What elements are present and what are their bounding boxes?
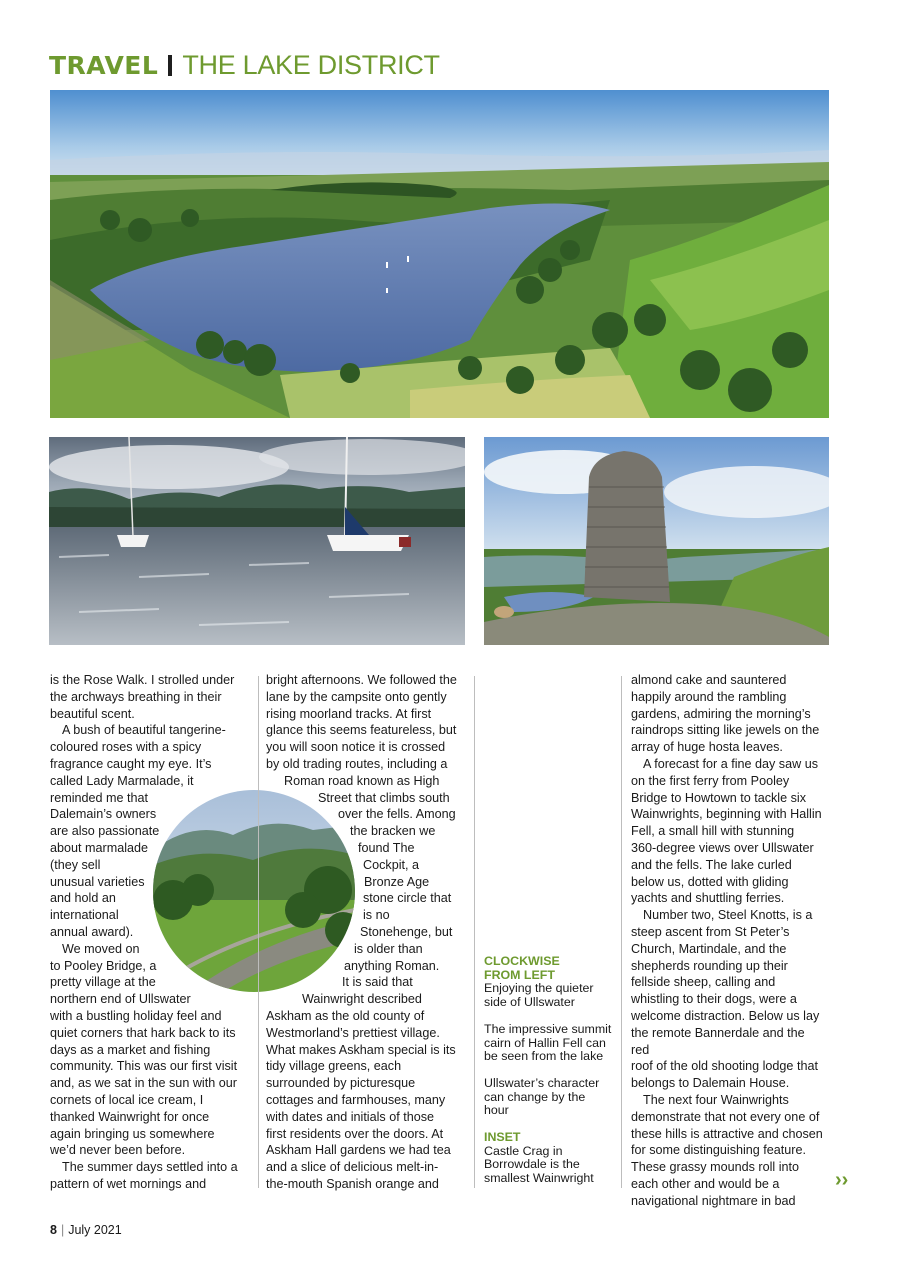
text-line: anything Roman. (344, 958, 440, 973)
issue-date: July 2021 (68, 1223, 122, 1237)
text-line: belongs to Dalemain House. (631, 1076, 790, 1091)
text-line: Dalemain’s owners (50, 807, 157, 822)
text-line: and hold an (50, 891, 116, 906)
page-title: THE LAKE DISTRICT (182, 49, 440, 80)
text-line: international (50, 908, 119, 923)
caption-line: The impressive summit (484, 1021, 612, 1036)
text-line: cottages and farmhouses, many (266, 1092, 446, 1107)
text-line: Westmorland’s prettiest village. (266, 1025, 440, 1040)
text-line: yachts and shuttling ferries. (631, 891, 785, 906)
text-line: called Lady Marmalade, it (50, 773, 194, 788)
text-line: reminded me that (50, 790, 149, 805)
text-line: is older than (354, 941, 423, 956)
text-line: What makes Askham special is its (266, 1042, 456, 1057)
text-line: is no (363, 908, 390, 923)
text-line: happily around the rambling (631, 689, 787, 704)
text-line: we’d never been before. (50, 1143, 186, 1158)
text-line: raindrops sitting like jewels on the (631, 723, 820, 738)
text-line: A forecast for a fine day saw us (643, 756, 819, 771)
text-line: fellside sheep, calling and (631, 975, 776, 990)
text-line: the remote Bannerdale and the red (631, 1025, 805, 1057)
text-line: beautiful scent. (50, 706, 135, 721)
caption-line: side of Ullswater (484, 995, 575, 1010)
text-line: surrounded by picturesque (266, 1076, 416, 1091)
text-line: Roman road known as High (284, 773, 440, 788)
caption-heading: CLOCKWISE (484, 954, 560, 968)
text-line: lane by the campsite onto gently (266, 689, 447, 704)
text-line: pretty village at the (50, 975, 156, 990)
text-line: tidy village greens, each (266, 1059, 402, 1074)
text-line: northern end of Ullswater (50, 992, 191, 1007)
column-divider (258, 676, 259, 1188)
text-line: by old trading routes, including a (266, 756, 448, 771)
page-number: 8 (50, 1223, 57, 1237)
caption-line: be seen from the lake (484, 1049, 604, 1064)
text-line: and, as we sat in the sun with our (50, 1076, 237, 1091)
text-line: The summer days settled into a (62, 1160, 238, 1175)
text-line: shepherds rounding up their (631, 958, 788, 973)
text-line: found The (358, 840, 415, 855)
text-line: first residents over the doors. At (266, 1126, 444, 1141)
text-line: the-mouth Spanish orange and (266, 1176, 439, 1191)
page-header (49, 48, 440, 82)
caption-line: Enjoying the quieter (484, 981, 594, 996)
text-line: on the first ferry from Pooley (631, 773, 790, 788)
text-line: Bronze Age (364, 874, 430, 889)
text-line: the archways breathing in their (50, 689, 222, 704)
section-label: TRAVEL (49, 50, 159, 80)
text-line: These grassy mounds roll into (631, 1160, 799, 1175)
text-line: array of huge hosta leaves. (631, 740, 783, 755)
text-line: Stonehenge, but (360, 924, 453, 939)
ullswater-landscape-photo (50, 90, 829, 418)
text-line: gardens, admiring the morning’s (631, 706, 811, 721)
text-line: 360-degree views over Ullswater (631, 840, 814, 855)
text-line: fragrance caught my eye. It’s (50, 756, 212, 771)
text-line: cornets of local ice cream, I (50, 1092, 204, 1107)
text-line: Church, Martindale, and the (631, 941, 787, 956)
text-line: over the fells. Among (338, 807, 456, 822)
text-line: quiet corners that hark back to its (50, 1025, 236, 1040)
text-line: Fell, a small hill with stunning (631, 824, 795, 839)
caption-heading: INSET (484, 1130, 521, 1145)
header-divider (168, 55, 172, 76)
text-line: you will soon notice it is crossed (266, 740, 446, 755)
page-footer (50, 1223, 122, 1237)
text-line: roof of the old shooting lodge that (631, 1059, 818, 1074)
column-divider (621, 676, 622, 1188)
text-line: Bridge to Howtown to tackle six (631, 790, 806, 805)
text-line: stone circle that (363, 891, 452, 906)
text-line: demonstrate that not every one of (631, 1109, 820, 1124)
text-line: Wainwright described (302, 992, 422, 1007)
text-line: is the Rose Walk. I strolled under (50, 673, 235, 687)
text-line: unusual varieties (50, 874, 145, 889)
text-line: about marmalade (50, 840, 149, 855)
text-line: We moved on (62, 941, 140, 956)
text-line: community. This was our first visit (50, 1059, 238, 1074)
text-line: Street that climbs south (318, 790, 450, 805)
column-divider (474, 676, 475, 1188)
article-column-4 (631, 672, 825, 1210)
text-line: and a slice of delicious melt-in- (266, 1160, 439, 1175)
text-line: Wainwrights, beginning with Hallin (631, 807, 822, 822)
caption-line: Borrowdale is the (484, 1157, 580, 1172)
text-line: these hills is attractive and chosen (631, 1126, 823, 1141)
article-column-1 (50, 672, 244, 1193)
text-line: days as a market and fishing (50, 1042, 211, 1057)
photo-captions (484, 955, 612, 1186)
text-line: to Pooley Bridge, a (50, 958, 157, 973)
text-line: navigational nightmare in bad (631, 1193, 796, 1208)
text-line: pattern of wet mornings and (50, 1176, 207, 1191)
text-line: (they sell (50, 857, 101, 872)
caption-line: Castle Crag in (484, 1143, 563, 1158)
text-line: welcome distraction. Below us lay (631, 1008, 820, 1023)
text-line: with dates and initials of those (266, 1109, 435, 1124)
caption-line: smallest Wainwright (484, 1171, 594, 1186)
text-line: with a bustling holiday feel and (50, 1008, 222, 1023)
text-line: steep ascent from St Peter’s (631, 924, 790, 939)
text-line: for some distinguishing feature. (631, 1143, 807, 1158)
text-line: below us, dotted with gliding (631, 874, 789, 889)
article-column-2 (266, 672, 460, 1193)
hallin-fell-cairn-photo (484, 437, 829, 645)
text-line: and the fells. The lake curled (631, 857, 792, 872)
text-line: annual award). (50, 924, 134, 939)
text-line: Askham as the old county of (266, 1008, 425, 1023)
text-line: almond cake and sauntered (631, 673, 787, 687)
text-line: rising moorland tracks. At first (266, 706, 432, 721)
caption-line: can change by the (484, 1089, 586, 1104)
caption-heading: FROM LEFT (484, 967, 555, 982)
text-line: Askham Hall gardens we had tea (266, 1143, 451, 1158)
caption-line: Ullswater’s character (484, 1075, 600, 1090)
text-line: It is said that (342, 975, 413, 990)
text-line: The next four Wainwrights (643, 1092, 789, 1107)
text-line: the bracken we (350, 824, 436, 839)
text-line: bright afternoons. We followed the (266, 673, 457, 687)
text-line: Cockpit, a (363, 857, 419, 872)
text-line: Number two, Steel Knotts, is a (643, 908, 813, 923)
continue-arrow-icon: ›› (835, 1169, 849, 1191)
text-line: each other and would be a (631, 1176, 780, 1191)
text-line: are also passionate (50, 824, 160, 839)
text-line: coloured roses with a spicy (50, 740, 202, 755)
text-line: thanked Wainwright for once (50, 1109, 210, 1124)
text-line: glance this seems featureless, but (266, 723, 457, 738)
text-line: again bringing us somewhere (50, 1126, 215, 1141)
text-line: A bush of beautiful tangerine- (62, 723, 226, 738)
caption-line: cairn of Hallin Fell can (484, 1035, 606, 1050)
ullswater-boats-photo (49, 437, 465, 645)
caption-line: hour (484, 1103, 509, 1118)
text-line: whistling to their dogs, were a (631, 992, 797, 1007)
footer-separator: | (60, 1223, 65, 1237)
